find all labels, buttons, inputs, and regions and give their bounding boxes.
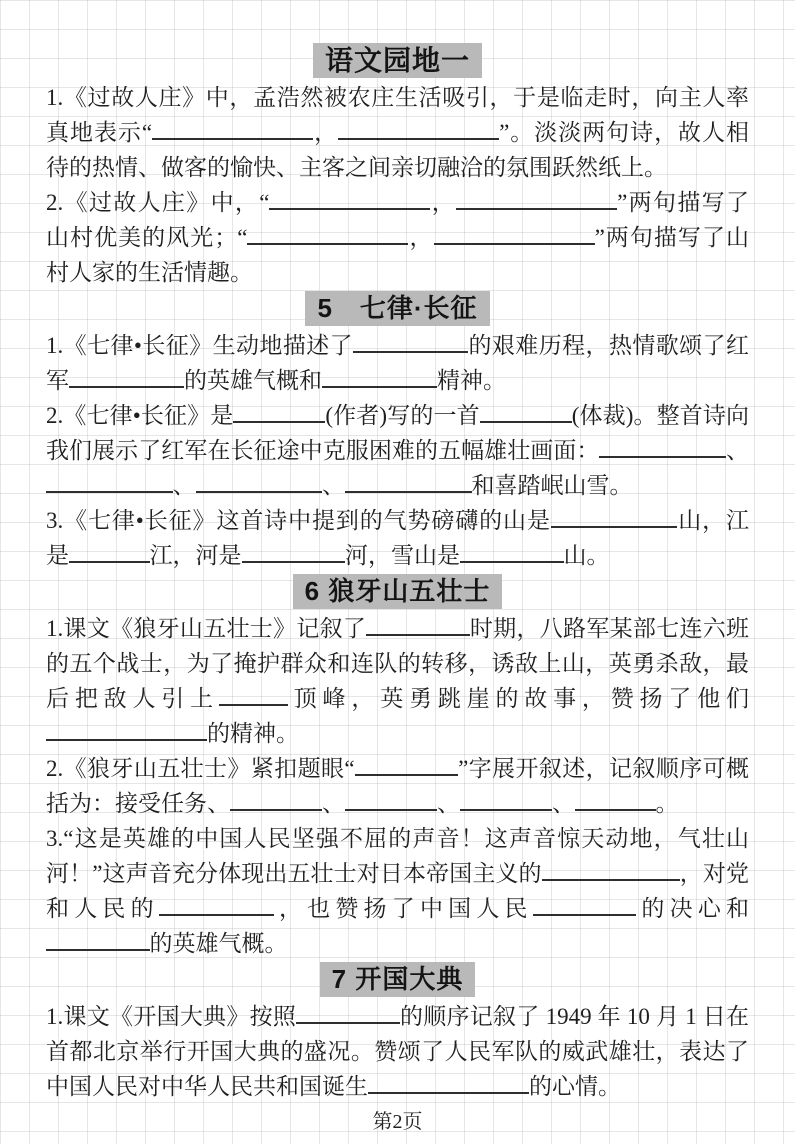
fill-in-blank: [460, 788, 552, 811]
fill-in-blank: [551, 505, 678, 528]
fill-in-blank: [338, 117, 499, 140]
fill-in-blank: [368, 1071, 529, 1094]
fill-in-blank: [46, 928, 150, 951]
fill-in-blank: [542, 858, 680, 881]
fill-in-blank: [353, 330, 468, 353]
fill-in-blank: [196, 470, 323, 493]
fill-in-blank: [233, 400, 325, 423]
question-paragraph: 2.《狼牙山五壮士》紧扣题眼“ ”字展开叙述，记叙顺序可概括为：接受任务、 、 、 、 。: [46, 751, 749, 821]
fill-in-blank: [219, 683, 288, 706]
question-paragraph: 1.《过故人庄》中，孟浩然被农庄生活吸引，于是临走时，向主人率真地表示“ ， ”。淡淡两句诗，故人相待的热情、做客的愉快、主客之间亲切融洽的氛围跃然纸上。: [46, 85, 749, 180]
section: [46, 574, 749, 961]
fill-in-blank: [322, 365, 437, 388]
fill-in-blank: [434, 222, 595, 245]
section: [46, 43, 749, 290]
fill-in-blank: [69, 365, 184, 388]
fill-in-blank: [152, 117, 313, 140]
question-paragraph: 2.《过故人庄》中，“ ， ”两句描写了山村优美的风光；“ ， ”两句描写了山村人家的生活情趣。: [46, 185, 749, 290]
fill-in-blank: [599, 435, 726, 458]
question-paragraph: 3.“这是英雄的中国人民坚强不屈的声音！这声音惊天动地，气壮山河！”这声音充分体现出五壮士对日本帝国主义的 ，对党和人民的 ，也赞扬了中国人民 的决心和的英雄气概。: [46, 826, 750, 956]
fill-in-blank: [46, 718, 207, 741]
question-paragraph: 1.课文《狼牙山五壮士》记叙了 时期，八路军某部七连六班的五个战士，为了掩护群众和连队的转移，诱敌上山，英勇杀敌，最后把敌人引上 顶峰，英勇跳崖的故事，赞扬了他们的精神。: [46, 611, 749, 751]
question-paragraph: 1.课文《开国大典》按照 的顺序记叙了 1949 年 10 月 1 日在首都北京举行开国大典的盛况。赞颂了人民军队的威武雄壮，表达了中国人民对中华人民共和国诞生 的心情。: [46, 999, 749, 1104]
fill-in-blank: [575, 788, 656, 811]
fill-in-blank: [69, 540, 150, 563]
fill-in-blank: [355, 753, 459, 776]
question-paragraph: 1.《七律•长征》生动地描述了 的艰难历程，热情歌颂了红军 的英雄气概和 精神。: [46, 328, 749, 398]
fill-in-blank: [46, 470, 173, 493]
fill-in-blank: [296, 1001, 400, 1024]
question-paragraph: 2.《七律•长征》是 (作者)写的一首 (体裁)。整首诗向我们展示了红军在长征途中克服困难的五幅雄壮画面： 、、 、 和喜踏岷山雪。: [46, 398, 749, 503]
section: [46, 291, 749, 573]
question-paragraph: 3.《七律•长征》这首诗中提到的气势磅礴的山是 山，江是 江，河是 河，雪山是 山。: [46, 503, 749, 573]
fill-in-blank: [533, 893, 637, 916]
fill-in-blank: [456, 187, 617, 210]
sections-container: [46, 43, 749, 1104]
fill-in-blank: [230, 788, 322, 811]
fill-in-blank: [460, 540, 564, 563]
section-heading: 5 七律·长征: [305, 291, 489, 326]
fill-in-blank: [345, 470, 472, 493]
fill-in-blank: [247, 222, 408, 245]
section-heading: 6 狼牙山五壮士: [293, 574, 503, 609]
fill-in-blank: [269, 187, 430, 210]
page-number: 第2页: [372, 1111, 423, 1133]
fill-in-blank: [366, 613, 470, 636]
fill-in-blank: [480, 400, 572, 423]
fill-in-blank: [242, 540, 346, 563]
fill-in-blank: [345, 788, 437, 811]
section: [46, 962, 749, 1104]
section-heading-row: [46, 962, 749, 997]
section-heading-row: [46, 574, 749, 609]
fill-in-blank: [159, 893, 274, 916]
section-heading-row: [46, 291, 749, 326]
page-title: 语文园地一: [313, 43, 482, 78]
section-heading: 7 开国大典: [320, 962, 476, 997]
section-heading-row: [46, 43, 749, 78]
